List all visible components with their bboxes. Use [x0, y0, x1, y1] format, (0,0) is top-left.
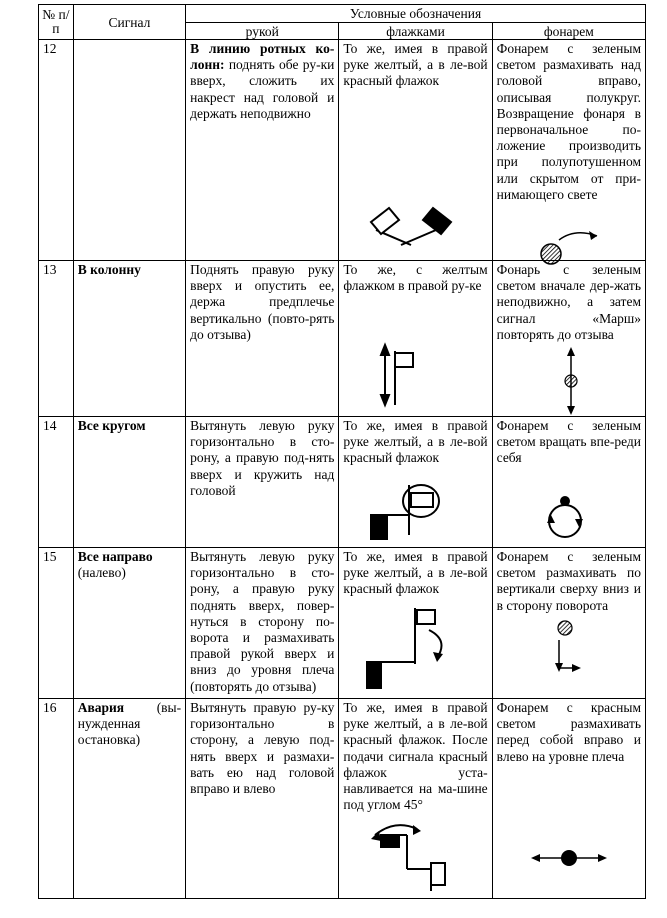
signal-name: Авария	[77, 700, 125, 715]
lamp-left-right-icon	[531, 846, 611, 870]
header-hand: рукой	[186, 23, 339, 40]
signal-extra: (вы-нужденная остановка)	[77, 700, 182, 748]
signals-table	[38, 4, 646, 899]
hand-text: Вытянуть левую руку горизонтально в сто-рону, а правую под-нять вверх и кружить над головой	[190, 418, 335, 498]
signal-cell	[73, 548, 185, 699]
flags-text: То же, имея в правой руке желтый, а в ле-вой красный флажок. После подачи сигнала красный флажок уста-навливается на ма-шине под углом 45°	[343, 700, 488, 813]
lamp-text: Фонарь с зеленым светом вначале дер-жать неподвижно, а затем сигнал «Марш» повторять до отзыва	[496, 262, 641, 342]
flags-cell	[339, 417, 492, 548]
row-number: 13	[39, 261, 74, 417]
signal-cell	[73, 699, 185, 899]
lamp-text: Фонарем с зеленым светом вращать впе-реди себя	[496, 418, 641, 466]
lamp-down-turn-icon	[553, 618, 603, 678]
flags-cell	[339, 548, 492, 699]
lamp-rotate-icon	[537, 487, 597, 547]
table-row	[39, 548, 646, 699]
hand-text: Вытянуть правую ру-ку горизонтально в сторону, а левую под-нять вверх и размахи-вать ею над головой вправо и влево	[190, 700, 335, 797]
lamp-cell	[492, 417, 645, 548]
lamp-text: Фонарем с красным светом размахивать перед собой вправо и влево на уровне плеча	[496, 700, 641, 764]
signal-cell	[73, 40, 185, 261]
hand-text: Поднять правую руку вверх и опустить ее, держа предплечье вертикально (повто-рять до отзыва)	[190, 262, 335, 342]
flags-circle-icon	[367, 475, 467, 545]
flags-turn-icon	[359, 604, 469, 694]
signal-name: Все кругом	[77, 418, 146, 433]
lamp-text: Фонарем с зеленым светом размахивать по вертикали сверху вниз и в сторону поворота	[496, 549, 641, 613]
signal-cell	[73, 417, 185, 548]
signal-cell	[73, 261, 185, 417]
lamp-cell	[492, 699, 645, 899]
hand-cell	[186, 699, 339, 899]
flags-cell	[339, 261, 492, 417]
header-flags: флажками	[339, 23, 492, 40]
signal-name: Все направо	[77, 549, 153, 564]
flags-text: То же, имея в правой руке желтый, а в ле-вой красный флажок	[343, 418, 488, 466]
crossed-flags-icon	[361, 190, 501, 250]
hand-cell	[186, 40, 339, 261]
hand-cell	[186, 417, 339, 548]
table-row	[39, 261, 646, 417]
row-number: 12	[39, 40, 74, 261]
signal-extra: (налево)	[77, 565, 126, 581]
hand-cell	[186, 548, 339, 699]
hand-bold: В линию ротных ко-лонн:	[190, 41, 335, 73]
hand-text: поднять обе ру-ки вверх, сложить их накрест над головой и держать неподвижно	[190, 57, 335, 121]
header-designations: Условные обозначения	[186, 5, 646, 23]
table-row	[39, 417, 646, 548]
table-row	[39, 699, 646, 899]
header-num: № п/п	[39, 5, 74, 40]
row-number: 14	[39, 417, 74, 548]
lamp-cell	[492, 548, 645, 699]
table-row	[39, 40, 646, 261]
lamp-cell	[492, 40, 645, 261]
flags-text: То же, имея в правой руке желтый, а в ле-вой красный флажок	[343, 549, 488, 597]
row-number: 16	[39, 699, 74, 899]
flag-up-down-icon	[377, 341, 437, 411]
row-number: 15	[39, 548, 74, 699]
hand-cell	[186, 261, 339, 417]
lamp-cell	[492, 261, 645, 417]
lamp-text: Фонарем с зеленым светом размахивать над головой вправо, описывая полукруг. Возвращение фонаря в первоначальное по-ложение производить при полупотушенном или скрытом от при-нимающего свете	[496, 41, 641, 202]
header-signal: Сигнал	[73, 5, 185, 40]
flags-text: То же, с желтым флажком в правой ру-ке	[343, 262, 488, 294]
signal-name: В колонну	[77, 262, 141, 277]
flags-cell	[339, 40, 492, 261]
flags-cell	[339, 699, 492, 899]
flags-wave-icon	[363, 819, 473, 899]
hand-text: Вытянуть левую руку горизонтально в сто-рону, а правую руку поднять вверх, повер-нуться в сторону по-ворота и размахивать правой рукой вверх и вниз до уровня плеча (повторять до отзыва)	[190, 549, 335, 694]
header-lamp: фонарем	[492, 23, 645, 40]
flags-text: То же, имея в правой руке желтый, а в ле-вой красный флажок	[343, 41, 488, 89]
lamp-vertical-arrows-icon	[557, 347, 587, 415]
